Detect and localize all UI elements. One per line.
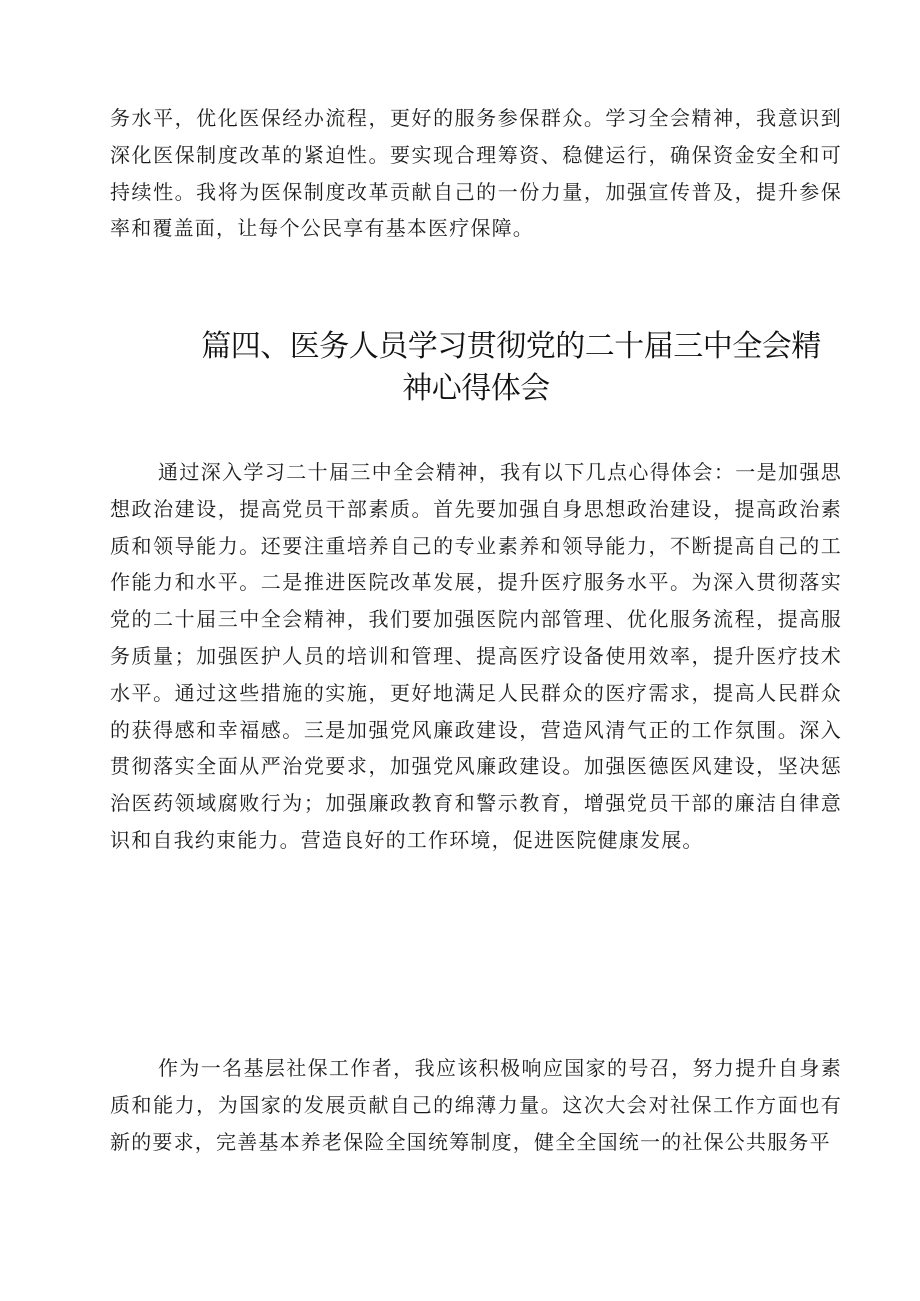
intro-paragraph: 务水平，优化医保经办流程，更好的服务参保群众。学习全会精神，我意识到深化医保制度改革的紧迫性。要实现合理筹资、稳健运行，确保资金安全和可持续性。我将为医保制度改革贡献自己的一份力量，加强宣传普及，提升参保率和覆盖面，让每个公民享有基本医疗保障。 bbox=[110, 106, 842, 241]
section-heading bbox=[110, 326, 842, 410]
body-paragraph-2: 作为一名基层社保工作者，我应该积极响应国家的号召，努力提升自身素质和能力，为国家的发展贡献自己的绵薄力量。这次大会对社保工作方面也有新的要求，完善基本养老保险全国统筹制度，健全全国统一的社保公共服务平 bbox=[110, 1056, 842, 1154]
section-heading-line-1: 篇四、医务人员学习贯彻党的二十届三中全会精 bbox=[201, 329, 821, 364]
section-heading-line-2: 神心得体会 bbox=[402, 371, 550, 406]
body-paragraph-1: 通过深入学习二十届三中全会精神，我有以下几点心得体会：一是加强思想政治建设，提高党员干部素质。首先要加强自身思想政治建设，提高政治素质和领导能力。还要注重培养自己的专业素养和领导能力，不断提高自己的工作能力和水平。二是推进医院改革发展，提升医疗服务水平。为深入贯彻落实党的二十届三中全会精神，我们要加强医院内部管理、优化服务流程，提高服务质量；加强医护人员的培训和管理、提高医疗设备使用效率，提升医疗技术水平。通过这些措施的实施，更好地满足人民群众的医疗需求，提高人民群众的获得感和幸福感。三是加强党风廉政建设，营造风清气正的工作氛围。深入贯彻落实全面从严治党要求，加强党风廉政建设。加强医德医风建设，坚决惩治医药领域腐败行为；加强廉政教育和警示教育，增强党员干部的廉洁自律意识和自我约束能力。营造良好的工作环境，促进医院健康发展。 bbox=[110, 460, 842, 852]
